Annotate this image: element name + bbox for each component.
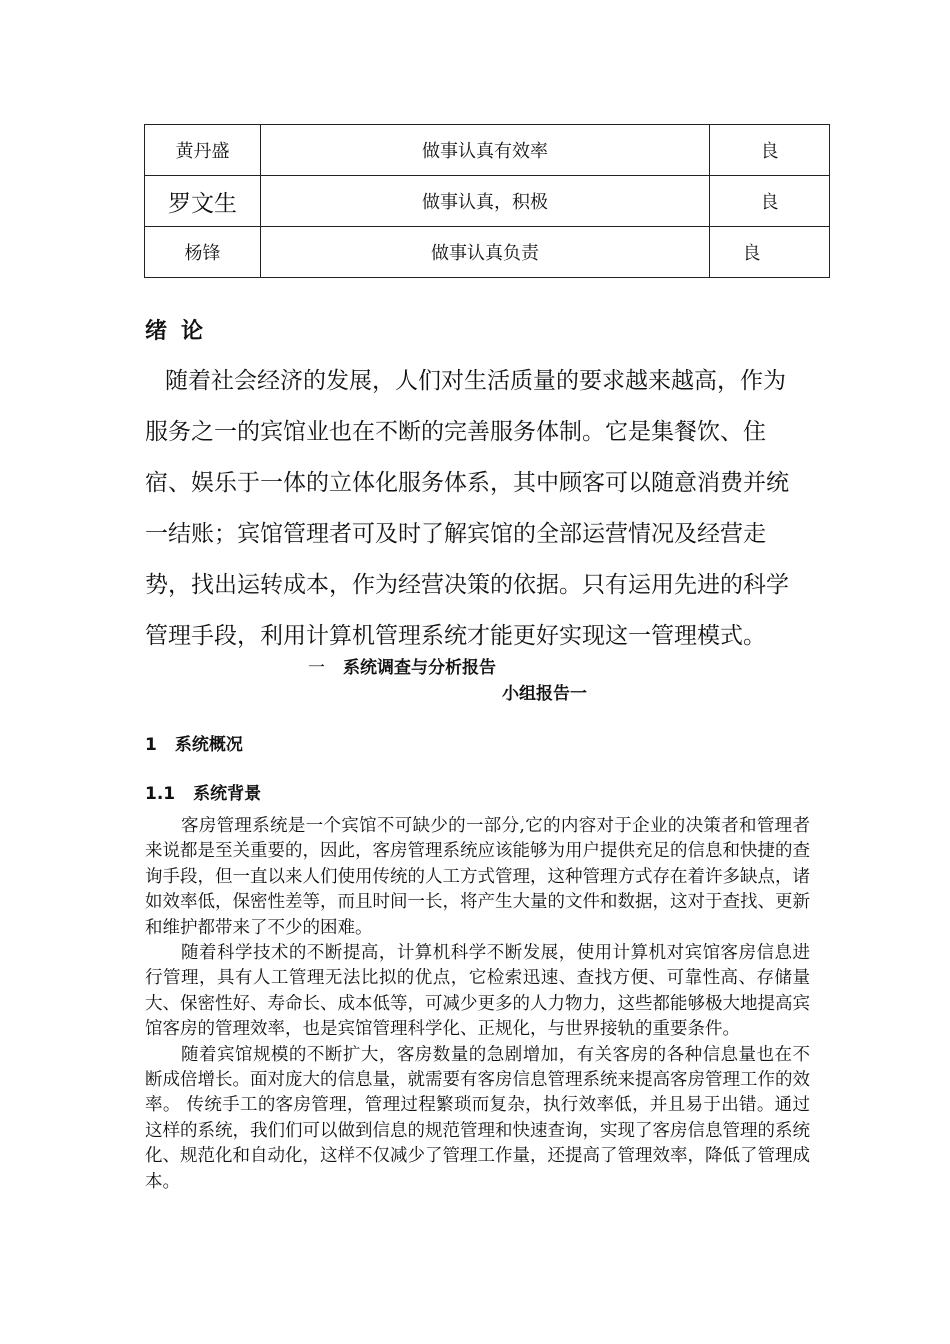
background-body <box>145 814 810 1195</box>
member-comment: 做事认真，积极 <box>261 176 710 227</box>
grade-text: 良 <box>742 243 761 264</box>
body-paragraph: 随着宾馆规模的不断扩大，客房数量的急剧增加，有关客房的各种信息量也在不断成倍增长。面对庞大的信息量，就需要有客房信息管理系统来提高客房管理工作的效率。 传统手工的客房管理，管理过程繁琐而复杂，执行效率低，并且易于出错。通过这样的系统，我们们可以做到信息的规范管理和快速查询，实现了客房信息管理的系统化、规范化和自动化，这样不仅减少了管理工作量，还提高了管理效率，降低了管理成本。 <box>145 1044 810 1192</box>
body-paragraph: 客房管理系统是一个宾馆不可缺少的一部分,它的内容对于企业的决策者和管理者来说都是至关重要的，因此，客房管理系统应该能够为用户提供充足的信息和快捷的查询手段，但一直以来人们使用传统的人工方式管理，这种管理方式存在着许多缺点，诸如效率低，保密性差等，而且时间一长，将产生大量的文件和数据，这对于查找、更新和维护都带来了不少的困难。 <box>145 816 810 938</box>
grade-text: 良 <box>760 141 779 162</box>
table-row <box>145 125 830 176</box>
section-title-text: 系统调查与分析报告 <box>343 658 496 678</box>
section-subtitle: 小组报告一 <box>502 684 587 704</box>
member-name: 黄丹盛 <box>145 125 261 176</box>
section-title <box>308 653 496 678</box>
member-grade <box>710 176 830 227</box>
section-number: 一 <box>308 658 325 678</box>
table-row <box>145 176 830 227</box>
member-name: 杨锋 <box>145 227 261 278</box>
member-grade <box>710 227 830 278</box>
body-paragraph: 随着科学技术的不断提高，计算机科学不断发展，使用计算机对宾馆客房信息进行管理，具有人工管理无法比拟的优点，它检索迅速、查找方便、可靠性高、存储量大、保密性好、寿命长、成本低等，可减少更多的人力物力，这些都能够极大地提高宾馆客房的管理效率，也是宾馆管理科学化、正规化，与世界接轨的重要条件。 <box>145 943 810 1040</box>
heading-2-number: 1.1 <box>145 784 176 804</box>
grade-text: 良 <box>760 192 779 213</box>
heading-1 <box>145 730 243 755</box>
intro-title: 绪论 <box>145 318 218 344</box>
member-name: 罗文生 <box>145 176 261 227</box>
member-comment: 做事认真负责 <box>261 227 710 278</box>
evaluation-table <box>144 124 830 278</box>
member-comment: 做事认真有效率 <box>261 125 710 176</box>
heading-1-text: 系统概况 <box>174 735 243 755</box>
member-grade <box>710 125 830 176</box>
heading-2 <box>145 779 261 804</box>
heading-1-number: 1 <box>145 735 157 755</box>
heading-2-text: 系统背景 <box>193 784 262 804</box>
table-row <box>145 227 830 278</box>
intro-paragraph: 随着社会经济的发展，人们对生活质量的要求越来越高，作为服务之一的宾馆业也在不断的完善服务体制。它是集餐饮、住宿、娱乐于一体的立体化服务体系，其中顾客可以随意消费并统一结账；宾馆管理者可及时了解宾馆的全部运营情况及经营走势，找出运转成本，作为经营决策的依据。只有运用先进的科学管理手段，利用计算机管理系统才能更好实现这一管理模式。 <box>145 368 789 649</box>
